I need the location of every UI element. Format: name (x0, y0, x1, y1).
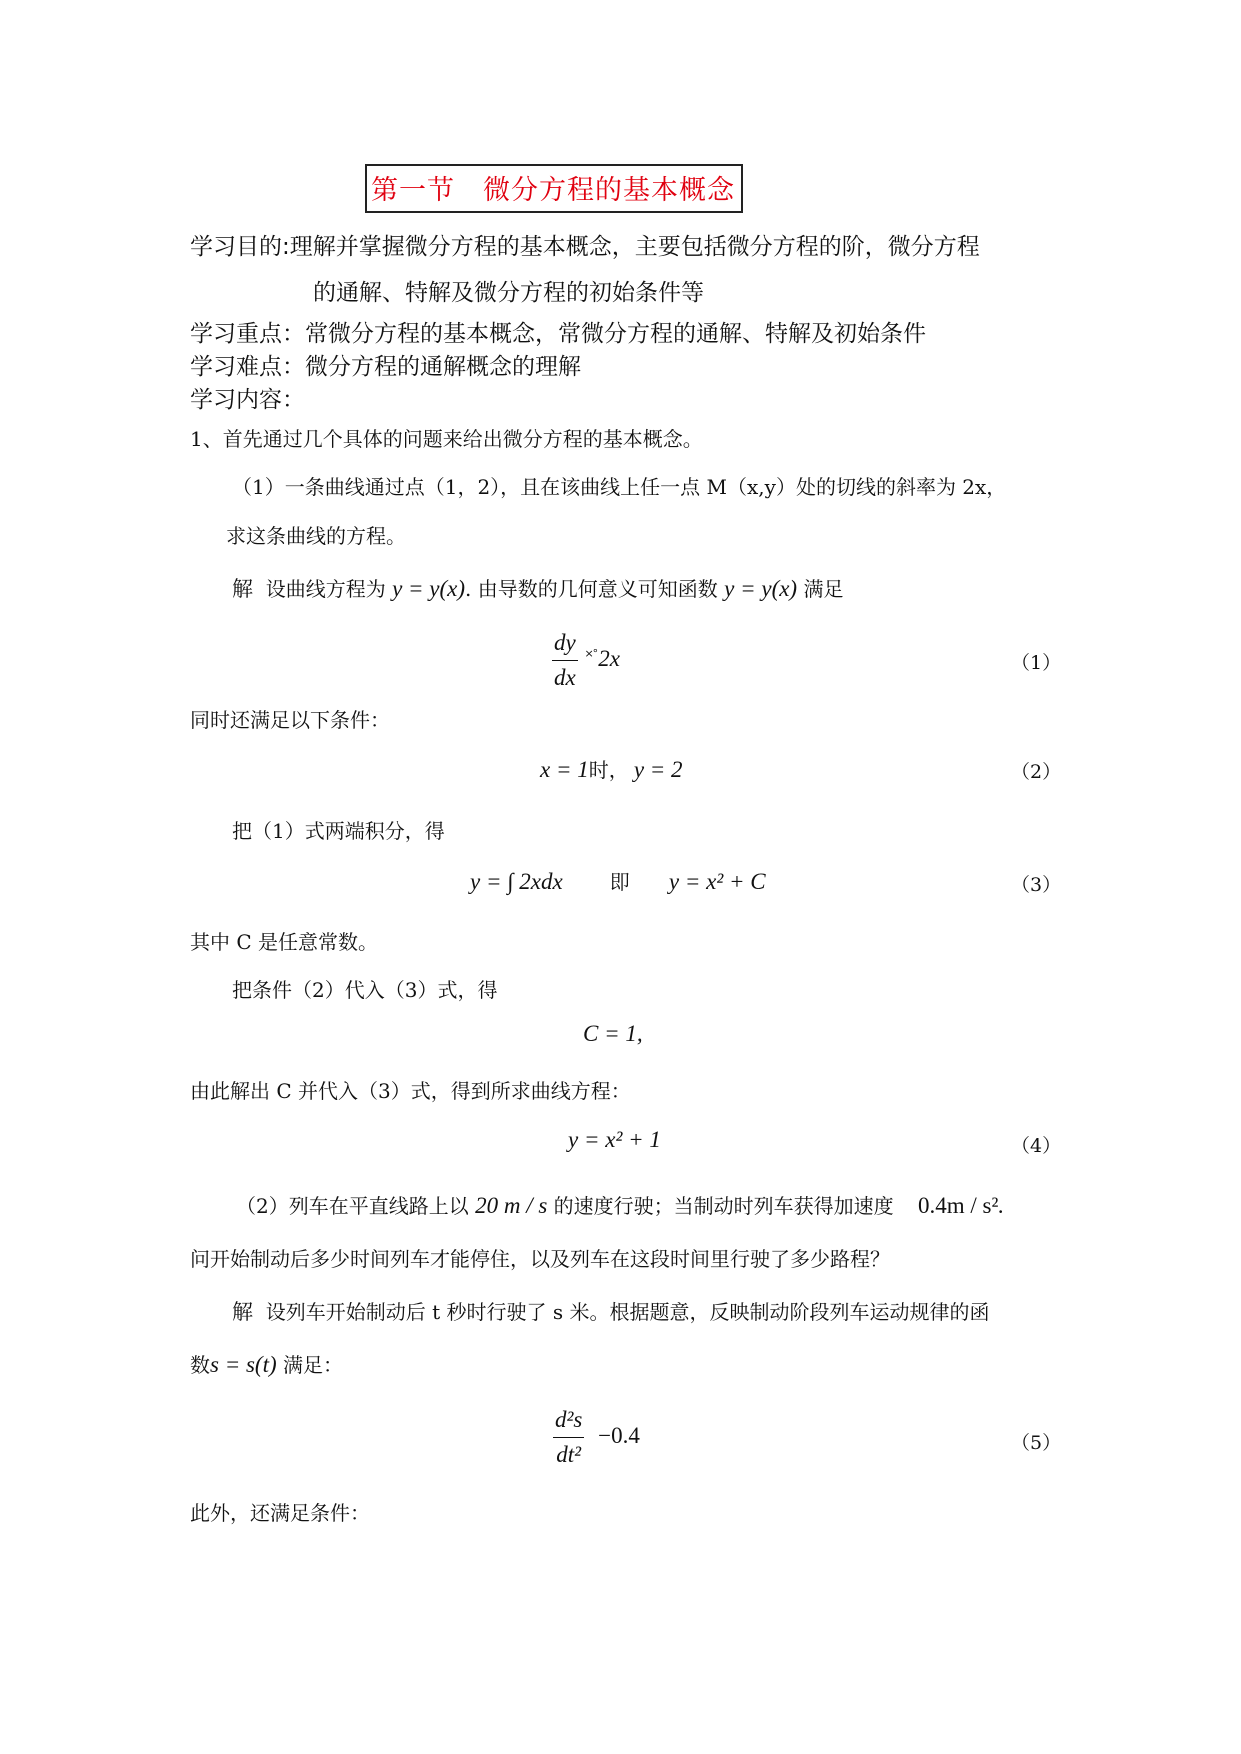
equation-2 (540, 754, 683, 783)
integrate-line: 把（1）式两端积分，得 (232, 819, 445, 843)
solution-text-b: . 由导数的几何意义可知函数 (465, 577, 718, 601)
equation-c: C = 1, (583, 1021, 643, 1046)
const-note: 其中 C 是任意常数。 (190, 930, 379, 954)
equation-1-fraction (552, 628, 578, 693)
equation-2-number: （2） (1011, 761, 1062, 783)
solution-label: 解 (232, 577, 253, 601)
problem2-line-2: 问开始制动后多少时间列车才能停住，以及列车在这段时间里行驶了多少路程？ (190, 1247, 890, 1271)
equation-3-mid: 即 (609, 870, 630, 894)
equation-3-rhs: y = x² + C (668, 869, 766, 894)
equation-5-fraction (553, 1405, 584, 1470)
equation-s-of-t: s = s(t) (210, 1352, 277, 1377)
solution-label-2: 解 (232, 1300, 253, 1324)
difficulties-line (190, 348, 581, 381)
equation-5-rhs: −0.4 (598, 1422, 640, 1448)
equation-4: y = x² + 1 (568, 1127, 661, 1152)
problem2-solution-line-2 (190, 1349, 343, 1378)
objective-text-1: 理解并掌握微分方程的基本概念，主要包括微分方程的阶，微分方程 (289, 234, 980, 260)
equation-3-number: （3） (1011, 874, 1062, 896)
equation-3 (470, 866, 766, 895)
equation-1-denominator: dx (554, 665, 576, 690)
key-points-label: 学习重点： (190, 321, 305, 347)
key-points-line (190, 315, 926, 348)
equation-1-rhs: 2x (598, 645, 620, 671)
equation-5 (553, 1405, 640, 1470)
also-line-2: 此外，还满足条件： (190, 1501, 370, 1525)
problem2-line-1-a: （2）列车在平直线路上以 (236, 1194, 469, 1218)
equation-1 (552, 628, 620, 693)
solution-text-c: 满足 (803, 577, 844, 601)
equation-3-lhs: y = ∫ 2xdx (470, 869, 563, 894)
problem2-solution-text-1: 设列车开始制动后 t 秒时行驶了 s 米。根据题意，反映制动阶段列车运动规律的函 (265, 1300, 990, 1324)
equation-y-of-x: y = y(x) (392, 576, 466, 601)
objective-line-1 (190, 228, 980, 261)
problem1-line-1: （1）一条曲线通过点（1，2），且在该曲线上任一点 M（x,y）处的切线的斜率为 2x， (232, 475, 1007, 499)
problem1-line-2: 求这条曲线的方程。 (226, 524, 406, 548)
problem2-solution-text-2a: 数 (190, 1353, 210, 1377)
also-line-1: 同时还满足以下条件： (190, 708, 390, 732)
problem2-line-1: （2）列车在平直线路上以 20 m / s 的速度行驶；当制动时列车获得加速度 0.4m / s². (236, 1193, 1005, 1218)
page-title: 第一节 微分方程的基本概念 (365, 164, 743, 213)
equals-glyph: ×° (584, 646, 598, 660)
equation-2-b: y = 2 (633, 757, 683, 782)
intro-line: 1、首先通过几个具体的问题来给出微分方程的基本概念。 (190, 427, 703, 451)
solution-text-a: 设曲线方程为 (265, 577, 386, 601)
acceleration-value: 0.4m / s² (918, 1193, 999, 1218)
problem2-solution-text-2b: 满足： (283, 1353, 343, 1377)
equation-5-number: （5） (1011, 1432, 1062, 1454)
problem2-solution-line-1 (232, 1296, 989, 1326)
equation-1-numerator: dy (552, 628, 578, 661)
equation-2-a: x = 1 (540, 757, 589, 782)
equation-1-number: （1） (1011, 652, 1062, 674)
solve-line: 由此解出 C 并代入（3）式，得到所求曲线方程： (190, 1079, 631, 1103)
problem2-line-1-b: 的速度行驶；当制动时列车获得加速度 (553, 1194, 894, 1218)
substitute-line: 把条件（2）代入（3）式，得 (232, 978, 498, 1002)
content-label: 学习内容： (190, 387, 305, 413)
equation-y-of-x-2: y = y(x) (724, 576, 798, 601)
difficulties-label: 学习难点： (190, 354, 305, 380)
equation-4-number: （4） (1011, 1135, 1062, 1157)
objective-label: 学习目的: (190, 234, 290, 260)
equation-2-mid: 时， (588, 758, 629, 782)
difficulties-text: 微分方程的通解概念的理解 (305, 354, 581, 380)
key-points-text: 常微分方程的基本概念，常微分方程的通解、特解及初始条件 (305, 321, 926, 347)
problem1-solution-line (232, 573, 843, 603)
equation-5-denominator: dt² (556, 1442, 582, 1467)
objective-text-2: 的通解、特解及微分方程的初始条件等 (313, 280, 704, 306)
speed-value: 20 m / s (475, 1193, 548, 1218)
equation-5-numerator: d²s (553, 1405, 584, 1438)
